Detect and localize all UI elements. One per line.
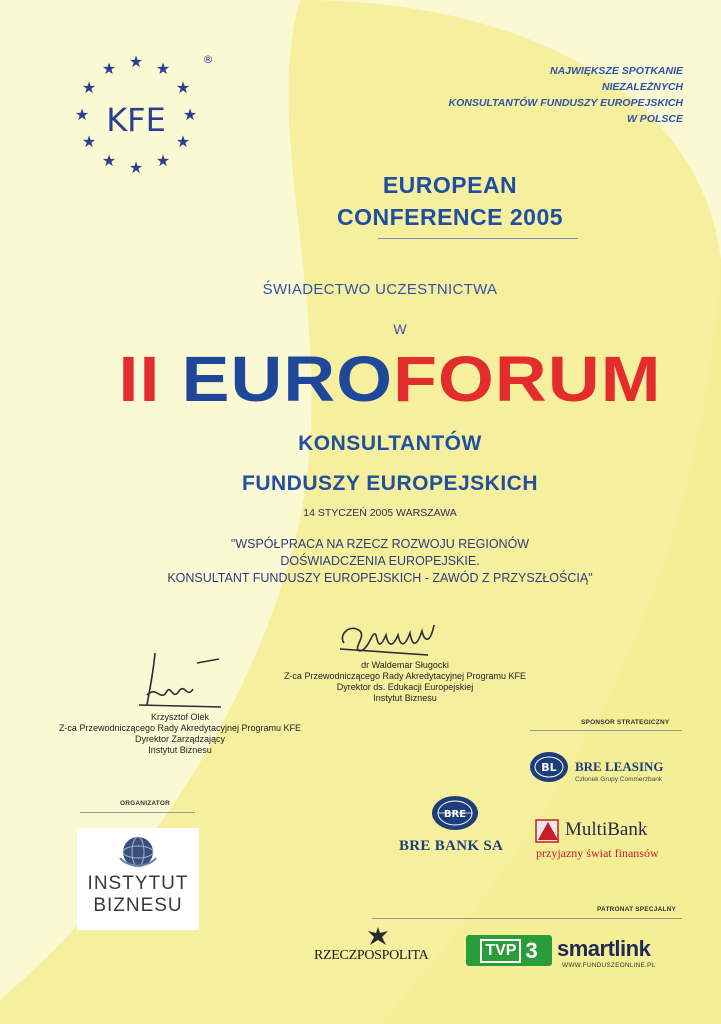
motto-line: DOŚWIADCZENIA EUROPEJSKIE. xyxy=(280,554,480,568)
star-icon: ★ xyxy=(74,105,90,124)
bre-bank-badge-text: BRE xyxy=(443,809,467,820)
tagline-line: KONSULTANTÓW FUNDUSZY EUROPEJSKICH xyxy=(448,97,683,109)
signatory-name: Krzysztof Olek xyxy=(150,712,209,722)
tagline-line: NAJWIĘKSZE SPOTKANIE xyxy=(549,65,683,77)
euroforum-title xyxy=(99,340,681,418)
certificate-heading: ŚWIADECTWO UCZESTNICTWA xyxy=(262,281,498,298)
tvp3-logo xyxy=(466,935,552,966)
biznesu-text: BIZNESU xyxy=(93,895,183,916)
kfe-logo-text: KFE xyxy=(106,101,166,139)
star-icon: ★ xyxy=(155,59,171,78)
signatory-name: dr Waldemar Sługocki xyxy=(361,660,449,670)
signatory-role: Dyrektor Zarządzający xyxy=(134,734,226,744)
euroforum-euro: EURO xyxy=(181,343,394,415)
bre-bank-badge xyxy=(430,794,480,832)
motto-line: KONSULTANT FUNDUSZY EUROPEJSKICH - ZAWÓD Z PRZYSZŁOŚCIĄ" xyxy=(167,571,593,585)
signature-right-caption xyxy=(255,660,555,704)
smartlink-url: WWW.FUNDUSZEONLINE.PL xyxy=(562,962,656,969)
divider xyxy=(372,918,682,919)
bre-bank-name: BRE BANK SA xyxy=(399,838,504,854)
star-icon: ★ xyxy=(101,59,117,78)
star-icon: ★ xyxy=(175,132,191,151)
tagline-line: NIEZALEŻNYCH xyxy=(601,81,683,93)
signatory-role: Z-ca Przewodniczącego Rady Akredytacyjnej Programu KFE xyxy=(283,671,527,681)
patronat-label: PATRONAT SPECJALNY xyxy=(597,906,677,913)
divider xyxy=(378,238,578,239)
globe-icon xyxy=(118,834,158,870)
bre-leasing-name: BRE LEASING xyxy=(575,759,664,774)
signature-right-image xyxy=(330,605,460,660)
divider xyxy=(530,730,682,731)
star-icon: ★ xyxy=(182,105,198,124)
instytut-biznesu-logo xyxy=(77,828,199,930)
rzeczpospolita-logo: RZECZPOSPOLITA xyxy=(314,948,429,963)
signatory-org: Instytut Biznesu xyxy=(373,693,437,703)
motto-line: "WSPÓŁPRACA NA RZECZ ROZWOJU REGIONÓW xyxy=(230,537,530,551)
signatory-role: Z-ca Przewodniczącego Rady Akredytacyjnej Programu KFE xyxy=(58,723,302,733)
funduszy-heading: FUNDUSZY EUROPEJSKICH xyxy=(242,472,538,495)
registered-mark: ® xyxy=(202,53,214,66)
event-date: 14 STYCZEŃ 2005 WARSZAWA xyxy=(303,507,457,519)
bre-leasing-sub: Członek Grupy Commerzbank xyxy=(575,776,663,783)
star-icon: ★ xyxy=(81,132,97,151)
star-icon: ★ xyxy=(128,158,144,177)
preposition-w: W xyxy=(393,321,407,337)
instytut-text: INSTYTUT xyxy=(87,873,189,894)
star-icon: ★ xyxy=(175,78,191,97)
star-icon: ★ xyxy=(128,52,144,71)
motto xyxy=(120,536,640,587)
sponsor-label: SPONSOR STRATEGICZNY xyxy=(581,719,670,726)
star-icon: ★ xyxy=(155,151,171,170)
organizer-label: ORGANIZATOR xyxy=(120,800,170,807)
multibank-name: MultiBank xyxy=(565,819,648,840)
tvp-label: TVP xyxy=(480,939,521,963)
multibank-mark xyxy=(534,818,562,844)
signatory-org: Instytut Biznesu xyxy=(148,745,212,755)
bre-leasing-badge xyxy=(528,749,570,785)
multibank-slogan: przyjazny świat finansów xyxy=(536,846,659,860)
tagline-line: W POLSCE xyxy=(626,113,683,125)
signature-left-caption xyxy=(30,712,330,756)
euroforum-roman: II xyxy=(118,343,161,415)
tvp-number: 3 xyxy=(525,937,538,963)
divider xyxy=(80,812,195,813)
star-icon: ★ xyxy=(81,78,97,97)
signature-left-image xyxy=(135,645,235,710)
bre-leasing-badge-text: BL xyxy=(541,761,557,774)
conference-title-line2: CONFERENCE 2005 xyxy=(336,204,564,230)
tagline xyxy=(383,63,683,127)
signatory-role: Dyrektor ds. Edukacji Europejskiej xyxy=(336,682,474,692)
konsultantow-heading: KONSULTANTÓW xyxy=(298,432,482,455)
eagle-icon xyxy=(366,925,390,947)
smartlink-name: smartlink xyxy=(557,936,651,961)
kfe-logo xyxy=(60,45,220,195)
euroforum-forum: FORUM xyxy=(393,343,662,415)
conference-title-line1: EUROPEAN xyxy=(382,172,518,198)
star-icon: ★ xyxy=(101,151,117,170)
